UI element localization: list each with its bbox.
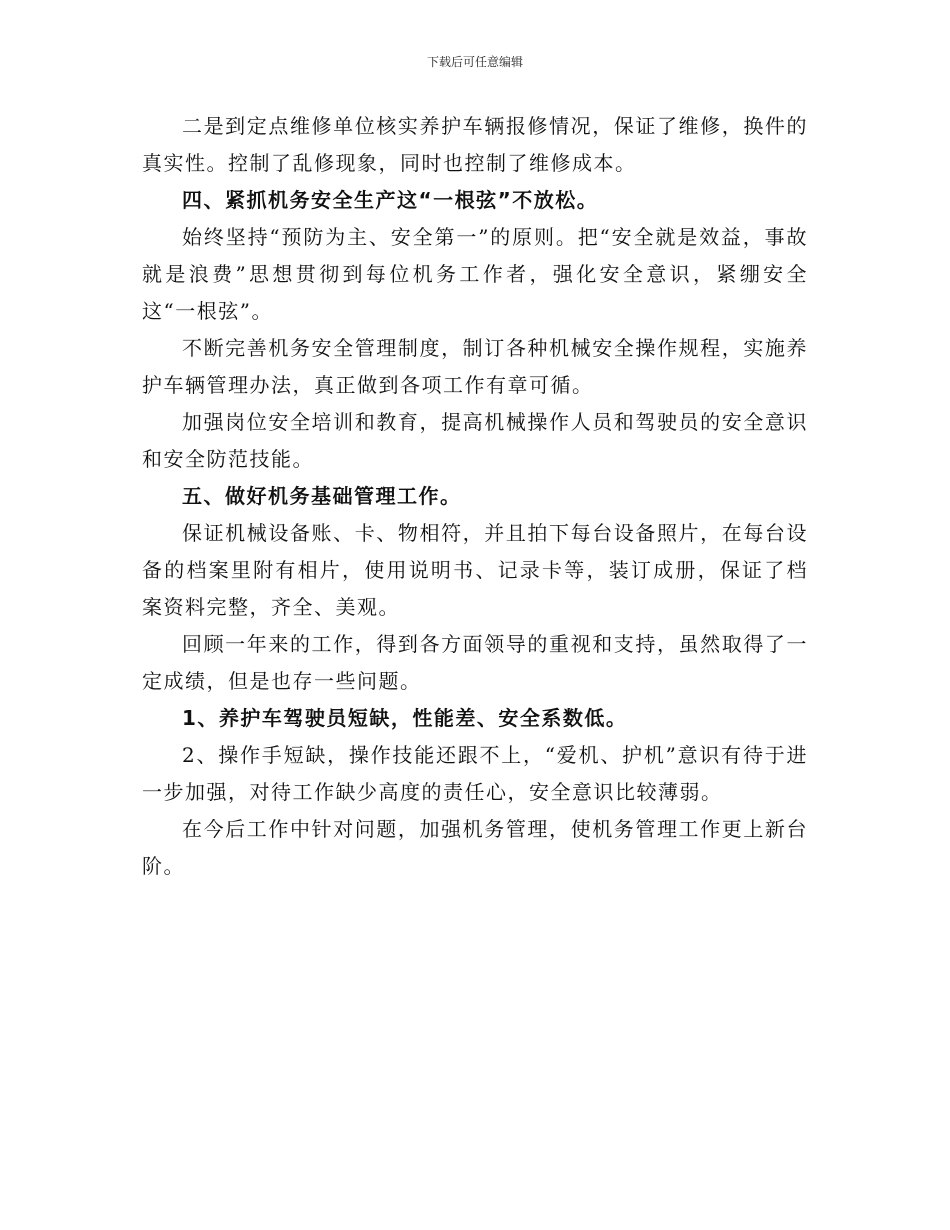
paragraph-1: 二是到定点维修单位核实养护车辆报修情况，保证了维修，换件的真实性。控制了乱修现象，同时也控制了维修成本。 — [142, 114, 808, 175]
paragraph-6: 回顾一年来的工作，得到各方面领导的重视和支持，虽然取得了一定成绩，但是也存一些问题。 — [142, 632, 808, 693]
paragraph-7: 在今后工作中针对问题，加强机务管理，使机务管理工作更上新台阶。 — [142, 817, 808, 878]
paragraph-2: 始终坚持“预防为主、安全第一”的原则。把“安全就是效益，事故就是浪费”思想贯彻到每位机务工作者，强化安全意识，紧绷安全这“一根弦”。 — [142, 225, 808, 323]
paragraph-3: 不断完善机务安全管理制度，制订各种机械安全操作规程，实施养护车辆管理办法，真正做到各项工作有章可循。 — [142, 336, 808, 397]
paragraph-4: 加强岗位安全培训和教育，提高机械操作人员和驾驶员的安全意识和安全防范技能。 — [142, 410, 808, 471]
document-body — [142, 108, 808, 885]
section-heading-4: 四、紧抓机务安全生产这“一根弦”不放松。 — [182, 188, 599, 212]
paragraph-5: 保证机械设备账、卡、物相符，并且拍下每台设备照片，在每台设备的档案里附有相片，使用说明书、记录卡等，装订成册，保证了档案资料完整，齐全、美观。 — [142, 521, 808, 619]
issue-item-1: 1、养护车驾驶员短缺，性能差、安全系数低。 — [182, 706, 628, 730]
section-heading-5: 五、做好机务基础管理工作。 — [182, 484, 462, 508]
issue-item-2: 2、操作手短缺，操作技能还跟不上，“爱机、护机”意识有待于进一步加强，对待工作缺少高度的责任心，安全意识比较薄弱。 — [142, 743, 808, 804]
page-header: 下载后可任意编辑 — [426, 55, 523, 69]
